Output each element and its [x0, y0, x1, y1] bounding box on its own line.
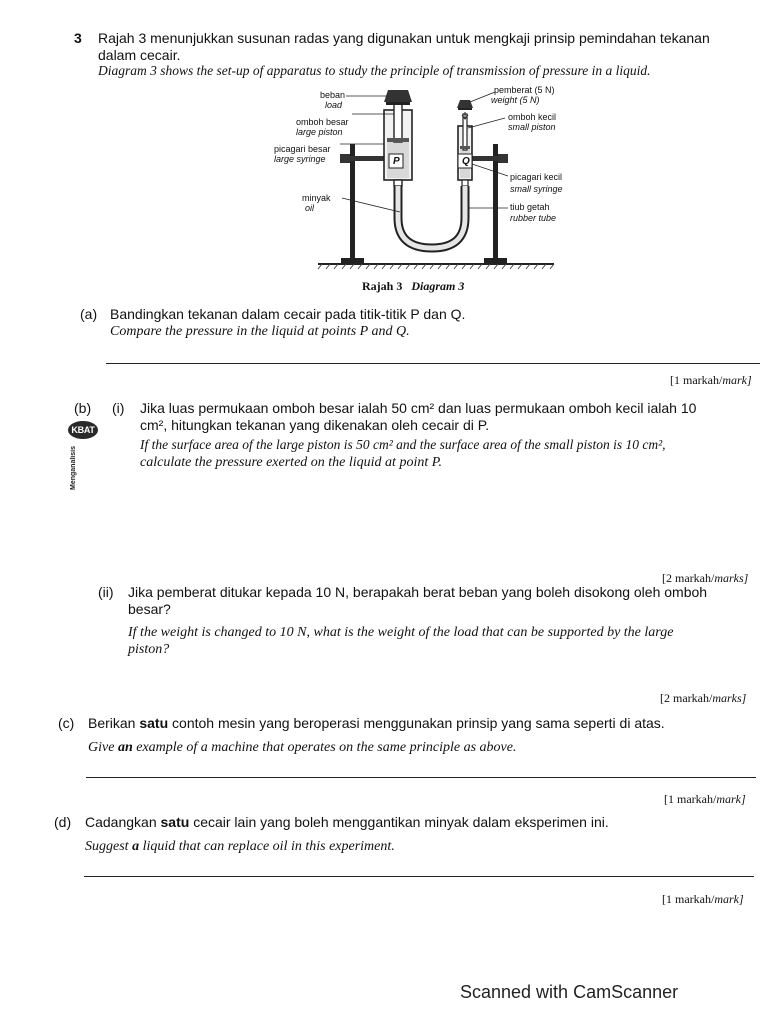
part-a-marks: [1 markah/mark]	[670, 373, 752, 387]
part-c-text-en: Give an example of a machine that operates on the same principle as above.	[88, 740, 517, 755]
point-p-label: P	[393, 156, 400, 167]
small-piston-label-en: small piston	[508, 122, 556, 132]
part-b-ii-marks: [2 markah/marks]	[660, 691, 747, 705]
part-b-i-text-en-1: If the surface area of the large piston is 50 cm² and the surface area of the small piston is 10 cm²,	[140, 437, 666, 452]
part-c-answer-line[interactable]	[86, 777, 756, 778]
part-b-i-text-ms-2: cm², hitungkan tekanan yang dikenakan oleh cecair di P.	[140, 417, 490, 433]
part-b-i-label: (i)	[112, 400, 125, 416]
large-syringe-label-en: large syringe	[274, 154, 326, 164]
camscanner-watermark: Scanned with CamScanner	[460, 982, 679, 1002]
question-number: 3	[74, 30, 82, 46]
part-a-text-ms: Bandingkan tekanan dalam cecair pada titik-titik P dan Q.	[110, 306, 466, 322]
caption-en: Diagram 3	[411, 279, 465, 293]
diagram-caption	[362, 279, 464, 294]
load-label-ms: beban	[320, 90, 346, 100]
part-b-ii-text-en-1: If the weight is changed to 10 N, what is the weight of the load that can be supported by the large	[128, 625, 674, 640]
skill-label: Menganalisis	[70, 446, 77, 490]
load-label-en: load	[325, 100, 343, 110]
rubber-tube-label-en: rubber tube	[510, 213, 557, 223]
large-syringe-label-ms: picagari besar	[274, 144, 331, 154]
part-d-answer-line[interactable]	[84, 876, 754, 877]
point-q-label: Q	[462, 156, 470, 167]
large-piston-label-en: large piston	[296, 127, 343, 137]
oil-label-ms: minyak	[302, 193, 331, 203]
part-b-i-text-en-2: calculate the pressure exerted on the liquid at point P.	[140, 455, 442, 470]
part-a-answer-line[interactable]	[106, 363, 760, 364]
part-c-text-ms: Berikan satu contoh mesin yang beroperasi menggunakan prinsip yang sama seperti di atas.	[88, 715, 665, 731]
part-a-label: (a)	[80, 306, 98, 322]
part-b-label: (b)	[74, 400, 92, 416]
part-b-ii-label: (ii)	[98, 584, 114, 600]
small-piston-label-ms: omboh kecil	[508, 112, 557, 122]
part-a-text-en: Compare the pressure in the liquid at points P and Q.	[110, 324, 410, 339]
part-b-ii-answer-space[interactable]	[128, 662, 748, 686]
caption-ms: Rajah 3	[362, 279, 403, 293]
question-intro-en: Diagram 3 shows the set-up of apparatus to study the principle of transmission of pressure in a liquid.	[98, 63, 651, 78]
part-d-marks: [1 markah/mark]	[662, 892, 744, 906]
part-b-i-text-ms-1: Jika luas permukaan omboh besar ialah 50 cm² dan luas permukaan omboh kecil ialah 10	[140, 400, 697, 416]
part-c-label: (c)	[58, 715, 75, 731]
part-d-text-en: Suggest a liquid that can replace oil in this experiment.	[85, 839, 395, 854]
part-d-label: (d)	[54, 814, 72, 830]
large-piston-label-ms: omboh besar	[296, 117, 349, 127]
part-c-marks: [1 markah/mark]	[664, 792, 746, 806]
part-d-text-ms: Cadangkan satu cecair lain yang boleh menggantikan minyak dalam eksperimen ini.	[85, 814, 609, 830]
part-b-ii-text-ms-2: besar?	[128, 601, 171, 617]
small-syringe-label-ms: picagari kecil	[510, 172, 563, 182]
weight-label-ms: pemberat (5 N)	[494, 85, 555, 95]
part-b-ii-text-ms-1: Jika pemberat ditukar kepada 10 N, berapakah berat beban yang boleh disokong oleh omboh	[128, 584, 708, 600]
oil-label-en: oil	[305, 203, 315, 213]
kbat-badge: KBAT	[68, 421, 98, 439]
weight-label-en: weight (5 N)	[491, 95, 540, 105]
part-b-i-answer-space[interactable]	[140, 478, 750, 568]
question-intro-ms: Rajah 3 menunjukkan susunan radas yang digunakan untuk mengkaji prinsip pemindahan tekanan dalam cecair.	[98, 30, 710, 63]
part-b-ii-text-en-2: piston?	[128, 642, 170, 657]
small-syringe-label-en: small syringe	[510, 184, 563, 194]
part-b-i-marks: [2 markah/marks]	[662, 571, 749, 585]
rubber-tube-label-ms: tiub getah	[510, 202, 550, 212]
